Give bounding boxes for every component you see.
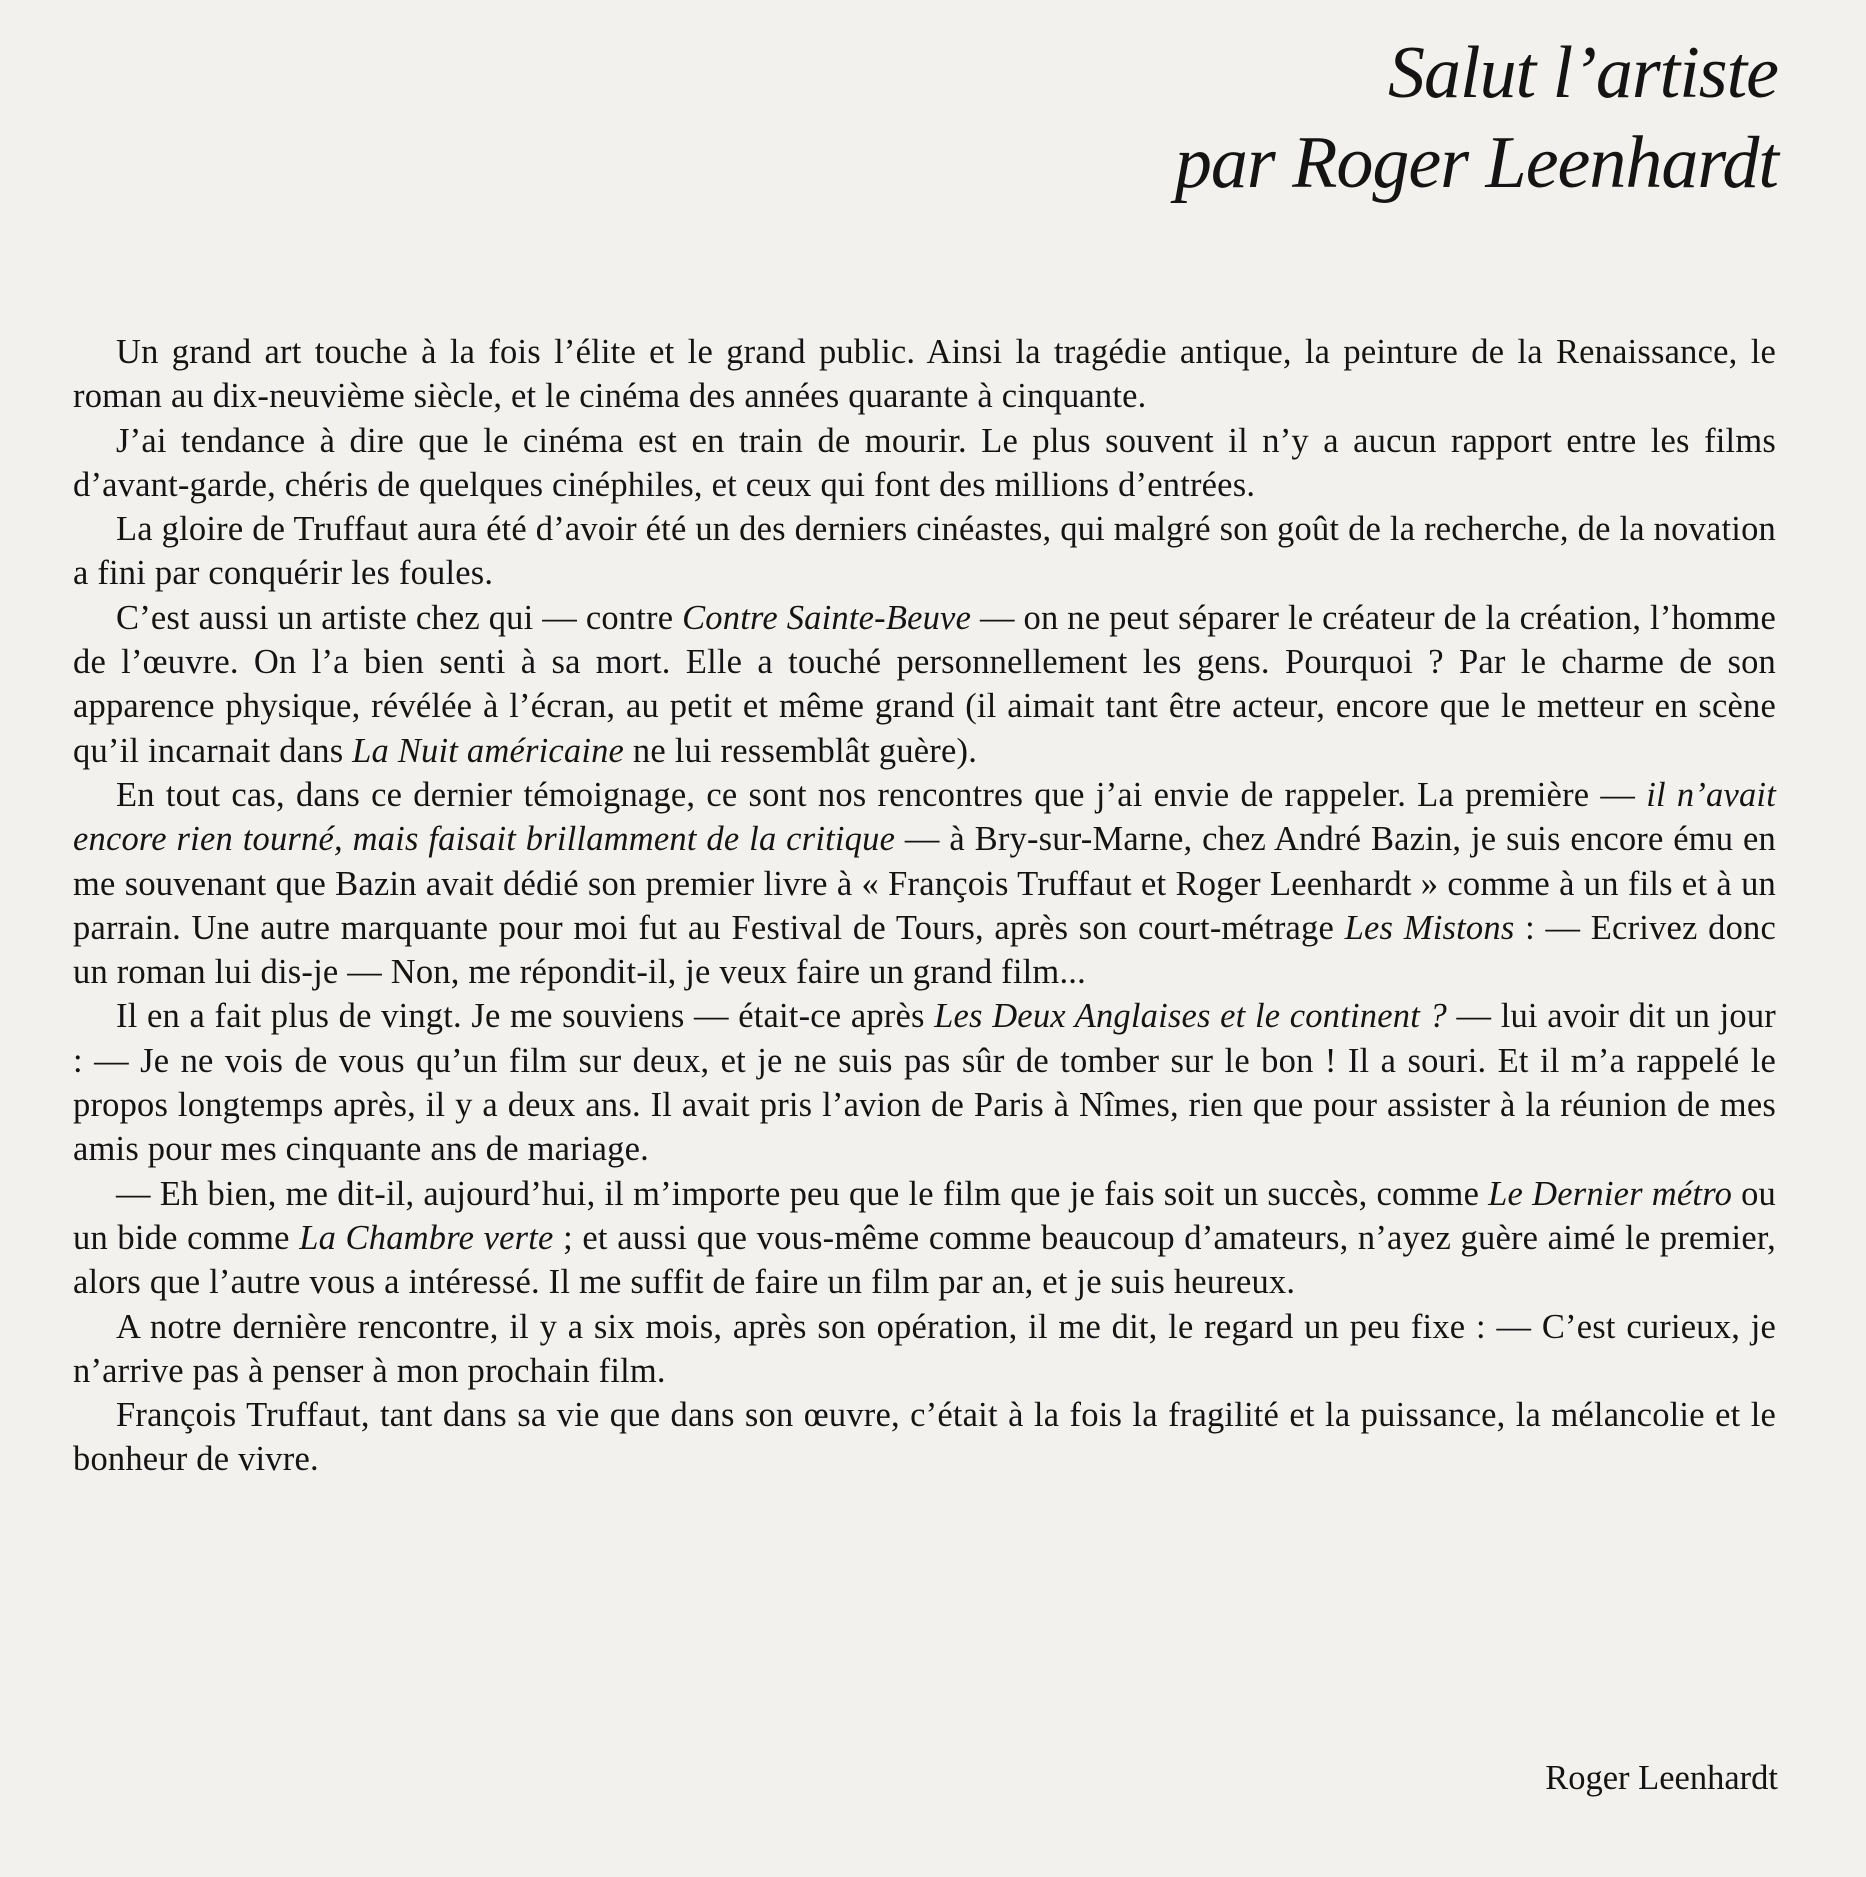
italic-title: Contre Sainte-Beuve — [682, 598, 972, 637]
text-run: — on ne peut séparer le créateur de la création, l’homme de l’œuvre. On l’a bien senti à sa mort. Elle a touché personnellement les gens. Pourquoi ? Par le charme de son apparence physique, révélée à l’écran, au petit et même grand (il aimait tant être acteur, encore que le metteur en scène qu’il incarnait dans — [73, 598, 1776, 770]
italic-text: il n’avait encore rien tourné, mais faisait brillamment de la critique — [73, 775, 1776, 859]
text-run: Un grand art touche à la fois l’élite et le grand public. Ainsi la tragédie antique, la peinture de la Renaissance, le roman au dix-neuvième siècle, et le cinéma des années quarante à cinquante. — [73, 333, 1776, 416]
italic-title: Les Mistons — [1344, 908, 1515, 947]
italic-title: Les Deux Anglaises et le continent ? — [934, 997, 1447, 1036]
paragraph-1 — [73, 330, 1776, 419]
author-signature: Roger Leenhardt — [1545, 1759, 1778, 1797]
title-line-1: Salut l’artiste — [1388, 32, 1778, 114]
paragraph-8 — [73, 1305, 1776, 1394]
article-title — [1175, 28, 1778, 208]
text-run: : — Ecrivez donc un roman lui dis-je — Non, me répondit-il, je veux faire un grand film... — [73, 908, 1777, 992]
text-run: — à Bry-sur-Marne, chez André Bazin, je suis encore ému en me souvenant que Bazin avait dédié son premier livre à « François Truffaut et Roger Leenhardt » comme à un fils et à un parrain. Une autre marquante pour moi fut au Festival de Tours, après son court-métrage — [73, 820, 1776, 947]
text-run: ne lui ressemblât guère). — [624, 731, 978, 770]
text-run: La gloire de Truffaut aura été d’avoir été un des derniers cinéastes, qui malgré son goût de la recherche, de la novation a fini par conquérir les foules. — [73, 510, 1776, 593]
text-run: En tout cas, dans ce dernier témoignage, ce sont nos rencontres que j’ai envie de rappeler. La première — — [116, 775, 1647, 814]
paragraph-5 — [73, 773, 1776, 994]
text-run: Il en a fait plus de vingt. Je me souviens — était-ce après — [116, 997, 935, 1036]
text-run: C’est aussi un artiste chez qui — contre — [116, 598, 683, 637]
text-run: J’ai tendance à dire que le cinéma est en train de mourir. Le plus souvent il n’y a aucun rapport entre les films d’avant-garde, chéris de quelques cinéphiles, et ceux qui font des millions d’entrées. — [73, 421, 1776, 504]
paragraph-9 — [73, 1393, 1776, 1482]
text-run: A notre dernière rencontre, il y a six mois, après son opération, il me dit, le regard un peu fixe : — C’est curieux, je n’arrive pas à penser à mon prochain film. — [73, 1307, 1776, 1390]
text-run: François Truffaut, tant dans sa vie que dans son œuvre, c’était à la fois la fragilité et la puissance, la mélancolie et le bonheur de vivre. — [73, 1396, 1776, 1479]
paragraph-7 — [73, 1172, 1776, 1305]
italic-title: La Nuit américaine — [352, 731, 625, 770]
italic-title: Le Dernier métro — [1488, 1174, 1733, 1213]
text-run: ; et aussi que vous-même comme beaucoup d’amateurs, n’ayez guère aimé le premier, alors que l’autre vous a intéressé. Il me suffit de faire un film par an, et je suis heureux. — [73, 1218, 1776, 1302]
italic-title: La Chambre verte — [299, 1218, 554, 1257]
text-run: — lui avoir dit un jour : — Je ne vois de vous qu’un film sur deux, et je ne suis pas sûr de tomber sur le bon ! Il a souri. Et il m’a rappelé le propos longtemps après, il y a deux ans. Il avait pris l’avion de Paris à Nîmes, rien que pour assister à la réunion de mes amis pour mes cinquante ans de mariage. — [73, 997, 1776, 1169]
text-run: ou un bide comme — [73, 1174, 1776, 1257]
paragraph-6 — [73, 994, 1776, 1171]
title-line-2: par Roger Leenhardt — [1174, 122, 1778, 204]
paragraph-4 — [73, 596, 1776, 773]
paragraph-3 — [73, 507, 1776, 596]
paragraph-2 — [73, 419, 1776, 508]
article-body — [73, 330, 1776, 1482]
text-run: — Eh bien, me dit-il, aujourd’hui, il m’importe peu que le film que je fais soit un succès, comme — [116, 1174, 1489, 1213]
